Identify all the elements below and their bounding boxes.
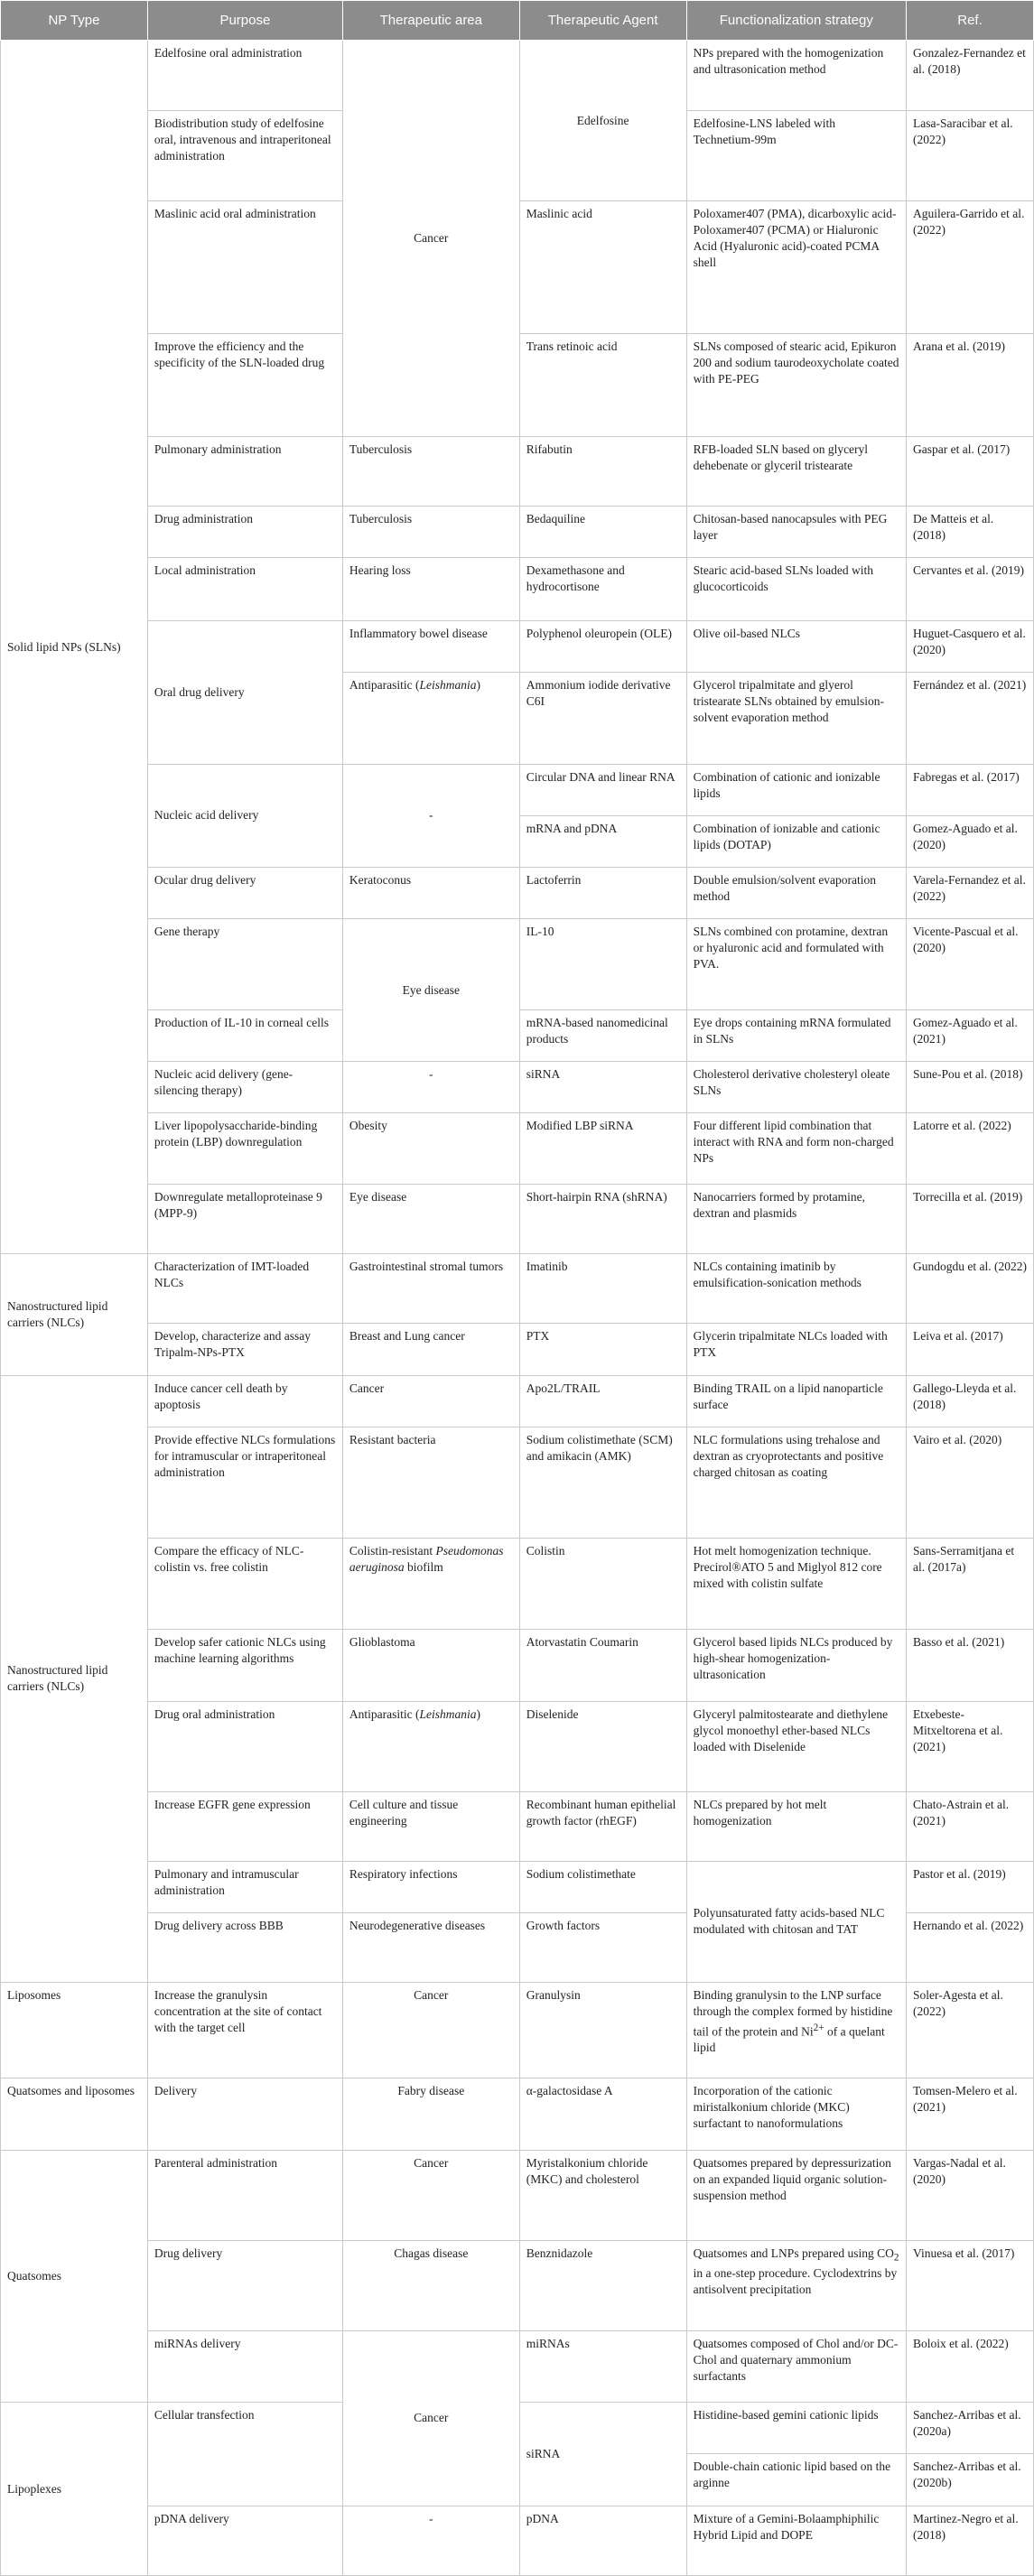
agent-cell: Lactoferrin [519, 868, 686, 919]
strategy-cell: Binding TRAIL on a lipid nanoparticle surface [686, 1375, 906, 1427]
strategy-cell: Mixture of a Gemini-Bolaamphiphilic Hybrid Lipid and DOPE [686, 2506, 906, 2575]
area-cell: Tuberculosis [342, 437, 519, 507]
purpose-cell: Pulmonary and intramuscular administration [147, 1861, 342, 1912]
agent-cell: Dexamethasone and hydrocortisone [519, 558, 686, 621]
purpose-cell: Maslinic acid oral administration [147, 201, 342, 333]
header-therapeutic-area: Therapeutic area [342, 1, 519, 41]
area-cell: Eye disease [342, 1185, 519, 1254]
table-row [1, 1791, 1034, 1861]
table-row [1, 1324, 1034, 1375]
strategy-cell: NLC formulations using trehalose and dextran as cryoprotectants and positive charged chitosan as coating [686, 1427, 906, 1538]
table-header-row [1, 1, 1034, 41]
ref-cell: Soler-Agesta et al. (2022) [907, 1982, 1034, 2078]
agent-cell: mRNA-based nanomedicinal products [519, 1009, 686, 1061]
strategy-cell: RFB-loaded SLN based on glyceryl dehebenate or glyceril tristearate [686, 437, 906, 507]
agent-cell: IL-10 [519, 919, 686, 1009]
purpose-cell: Cellular transfection [147, 2403, 342, 2506]
agent-cell: siRNA [519, 1061, 686, 1112]
agent-cell: Colistin [519, 1539, 686, 1630]
strategy-cell: Double-chain cationic lipid based on the arginne [686, 2454, 906, 2506]
area-cell: Neurodegenerative diseases [342, 1912, 519, 1982]
agent-cell: Rifabutin [519, 437, 686, 507]
ref-cell: Gaspar et al. (2017) [907, 437, 1034, 507]
strategy-text: in a one-step procedure. Cyclodextrins by antisolvent precipitation [693, 2266, 898, 2297]
ref-cell: Lasa-Saracibar et al. (2022) [907, 111, 1034, 201]
agent-cell: Growth factors [519, 1912, 686, 1982]
agent-cell: Recombinant human epithelial growth factor (rhEGF) [519, 1791, 686, 1861]
agent-cell: Apo2L/TRAIL [519, 1375, 686, 1427]
strategy-cell: Quatsomes prepared by depressurization on an expanded liquid organic solution-suspension method [686, 2150, 906, 2240]
ref-cell: Leiva et al. (2017) [907, 1324, 1034, 1375]
area-text-italic: Leishmania [419, 1706, 477, 1721]
agent-cell: Atorvastatin Coumarin [519, 1630, 686, 1701]
np-type-cell: Lipoplexes [1, 2403, 148, 2576]
ref-cell: Torrecilla et al. (2019) [907, 1185, 1034, 1254]
strategy-cell: Edelfosine-LNS labeled with Technetium-99m [686, 111, 906, 201]
ref-cell: Huguet-Casquero et al. (2020) [907, 620, 1034, 672]
np-type-cell: Quatsomes [1, 2150, 148, 2402]
strategy-cell: NLCs prepared by hot melt homogenization [686, 1791, 906, 1861]
agent-cell: miRNAs [519, 2330, 686, 2402]
area-text: Colistin-resistant [349, 1544, 436, 1558]
strategy-cell: Four different lipid combination that interact with RNA and form non-charged NPs [686, 1113, 906, 1185]
strategy-text: Binding granulysin to the LNP surface through the complex formed by histidine tail of the protein and Ni [693, 1987, 893, 2039]
area-text: ) [476, 1706, 480, 1721]
area-cell: - [342, 1061, 519, 1112]
purpose-cell: Induce cancer cell death by apoptosis [147, 1375, 342, 1427]
purpose-cell: Compare the efficacy of NLC-colistin vs. free colistin [147, 1539, 342, 1630]
area-cell: Fabry disease [342, 2078, 519, 2150]
purpose-cell: Develop, characterize and assay Tripalm-NPs-PTX [147, 1324, 342, 1375]
area-cell: Breast and Lung cancer [342, 1324, 519, 1375]
area-cell: Resistant bacteria [342, 1427, 519, 1538]
strategy-cell: NPs prepared with the homogenization and ultrasonication method [686, 41, 906, 111]
strategy-cell: Nanocarriers formed by protamine, dextran and plasmids [686, 1185, 906, 1254]
ref-cell: De Matteis et al. (2018) [907, 507, 1034, 558]
area-cell: Eye disease [342, 919, 519, 1061]
ref-cell: Arana et al. (2019) [907, 333, 1034, 437]
strategy-cell: Cholesterol derivative cholesteryl oleate SLNs [686, 1061, 906, 1112]
ref-cell: Pastor et al. (2019) [907, 1861, 1034, 1912]
strategy-cell [686, 1539, 906, 1630]
area-cell: - [342, 764, 519, 868]
purpose-cell: Nucleic acid delivery [147, 764, 342, 868]
ref-cell: Hernando et al. (2022) [907, 1912, 1034, 1982]
purpose-cell: Improve the efficiency and the specificity of the SLN-loaded drug [147, 333, 342, 437]
ref-cell: Vinuesa et al. (2017) [907, 2240, 1034, 2330]
area-cell: Cancer [342, 2150, 519, 2240]
ref-cell: Etxebeste-Mitxeltorena et al. (2021) [907, 1701, 1034, 1791]
table-row [1, 1375, 1034, 1427]
purpose-cell: pDNA delivery [147, 2506, 342, 2575]
strategy-cell: SLNs combined con protamine, dextran or hyaluronic acid and formulated with PVA. [686, 919, 906, 1009]
ref-cell: Gundogdu et al. (2022) [907, 1254, 1034, 1324]
table-row [1, 558, 1034, 621]
area-cell: - [342, 2506, 519, 2575]
agent-cell: siRNA [519, 2403, 686, 2506]
strategy-cell: Glyceryl palmitostearate and diethylene glycol monoethyl ether-based NLCs loaded with Diselenide [686, 1701, 906, 1791]
purpose-cell: miRNAs delivery [147, 2330, 342, 2402]
strategy-text: Hot melt homogenization technique. Precirol®ATO 5 and Miglyol 812 core mixed with colistin sulfate [693, 1544, 882, 1591]
purpose-cell: Drug oral administration [147, 1701, 342, 1791]
table-row [1, 507, 1034, 558]
strategy-cell: Polyunsaturated fatty acids-based NLC modulated with chitosan and TAT [686, 1861, 906, 1982]
agent-cell: PTX [519, 1324, 686, 1375]
strategy-cell: Glycerin tripalmitate NLCs loaded with PTX [686, 1324, 906, 1375]
strategy-cell: Chitosan-based nanocapsules with PEG layer [686, 507, 906, 558]
area-cell: Cancer [342, 41, 519, 437]
ref-cell: Aguilera-Garrido et al. (2022) [907, 201, 1034, 333]
purpose-cell: Drug administration [147, 507, 342, 558]
strategy-cell: Glycerol based lipids NLCs produced by high-shear homogenization-ultrasonication [686, 1630, 906, 1701]
agent-cell: Benznidazole [519, 2240, 686, 2330]
area-text: ) [476, 678, 480, 693]
purpose-cell: Gene therapy [147, 919, 342, 1009]
purpose-cell: Edelfosine oral administration [147, 41, 342, 111]
purpose-cell: Oral drug delivery [147, 620, 342, 764]
table-row [1, 919, 1034, 1009]
table-row [1, 1113, 1034, 1185]
area-text: biofilm [404, 1560, 443, 1575]
area-cell: Tuberculosis [342, 507, 519, 558]
table-row [1, 2506, 1034, 2575]
header-np-type: NP Type [1, 1, 148, 41]
strategy-cell: Eye drops containing mRNA formulated in SLNs [686, 1009, 906, 1061]
area-cell [342, 1701, 519, 1791]
strategy-subscript: 2 [893, 2252, 899, 2264]
table-row [1, 1254, 1034, 1324]
agent-cell: Myristalkonium chloride (MKC) and cholesterol [519, 2150, 686, 2240]
strategy-cell: Combination of ionizable and cationic lipids (DOTAP) [686, 815, 906, 867]
ref-cell: Gallego-Lleyda et al. (2018) [907, 1375, 1034, 1427]
table-row [1, 1982, 1034, 2078]
purpose-cell: Liver lipopolysaccharide-binding protein (LBP) downregulation [147, 1113, 342, 1185]
agent-cell: Trans retinoic acid [519, 333, 686, 437]
purpose-cell: Drug delivery [147, 2240, 342, 2330]
ref-cell: Tomsen-Melero et al. (2021) [907, 2078, 1034, 2150]
strategy-cell: NLCs containing imatinib by emulsification-sonication methods [686, 1254, 906, 1324]
strategy-cell [686, 1982, 906, 2078]
agent-cell: Short-hairpin RNA (shRNA) [519, 1185, 686, 1254]
agent-cell: Modified LBP siRNA [519, 1113, 686, 1185]
area-cell: Inflammatory bowel disease [342, 620, 519, 672]
ref-cell: Sanchez-Arribas et al. (2020a) [907, 2403, 1034, 2454]
table-row [1, 2240, 1034, 2330]
area-cell: Obesity [342, 1113, 519, 1185]
np-type-cell: Quatsomes and liposomes [1, 2078, 148, 2150]
table-row [1, 1630, 1034, 1701]
strategy-cell: Combination of cationic and ionizable lipids [686, 764, 906, 815]
table-row [1, 764, 1034, 815]
area-cell [342, 1539, 519, 1630]
ref-cell: Martinez-Negro et al. (2018) [907, 2506, 1034, 2575]
table-row [1, 2330, 1034, 2402]
ref-cell: Sune-Pou et al. (2018) [907, 1061, 1034, 1112]
strategy-cell: Glycerol tripalmitate and glyerol tristearate SLNs obtained by emulsion-solvent evaporation method [686, 673, 906, 764]
ref-cell: Boloix et al. (2022) [907, 2330, 1034, 2402]
agent-cell: Sodium colistimethate (SCM) and amikacin (AMK) [519, 1427, 686, 1538]
ref-cell: Fernández et al. (2021) [907, 673, 1034, 764]
agent-cell: Maslinic acid [519, 201, 686, 333]
purpose-cell: Increase EGFR gene expression [147, 1791, 342, 1861]
table-row [1, 1701, 1034, 1791]
strategy-superscript: 2+ [813, 2022, 824, 2033]
area-cell: Glioblastoma [342, 1630, 519, 1701]
area-cell: Chagas disease [342, 2240, 519, 2330]
purpose-cell: Delivery [147, 2078, 342, 2150]
area-text: Antiparasitic ( [349, 1706, 420, 1721]
strategy-cell: Double emulsion/solvent evaporation method [686, 868, 906, 919]
strategy-cell: Histidine-based gemini cationic lipids [686, 2403, 906, 2454]
np-type-cell: Nanostructured lipid carriers (NLCs) [1, 1254, 148, 1375]
strategy-cell: Incorporation of the cationic miristalkonium chloride (MKC) surfactant to nanoformulations [686, 2078, 906, 2150]
ref-cell: Vicente-Pascual et al. (2020) [907, 919, 1034, 1009]
ref-cell: Sans-Serramitjana et al. (2017a) [907, 1539, 1034, 1630]
table-row [1, 2150, 1034, 2240]
purpose-cell: Local administration [147, 558, 342, 621]
strategy-cell: Quatsomes composed of Chol and/or DC-Chol and quaternary ammonium surfactants [686, 2330, 906, 2402]
table-row [1, 437, 1034, 507]
np-type-cell: Solid lipid NPs (SLNs) [1, 41, 148, 1254]
table-row [1, 1539, 1034, 1630]
strategy-cell [686, 2240, 906, 2330]
agent-cell: Circular DNA and linear RNA [519, 764, 686, 815]
purpose-cell: Production of IL-10 in corneal cells [147, 1009, 342, 1061]
table-row [1, 1061, 1034, 1112]
np-type-cell: Liposomes [1, 1982, 148, 2078]
purpose-cell: Parenteral administration [147, 2150, 342, 2240]
area-text: Antiparasitic ( [349, 678, 420, 693]
table-row [1, 1427, 1034, 1538]
area-cell: Gastrointestinal stromal tumors [342, 1254, 519, 1324]
np-type-cell: Nanostructured lipid carriers (NLCs) [1, 1375, 148, 1982]
table-row [1, 620, 1034, 672]
purpose-cell: Drug delivery across BBB [147, 1912, 342, 1982]
agent-cell: pDNA [519, 2506, 686, 2575]
header-purpose: Purpose [147, 1, 342, 41]
ref-cell: Gonzalez-Fernandez et al. (2018) [907, 41, 1034, 111]
agent-cell: Imatinib [519, 1254, 686, 1324]
area-cell: Cancer [342, 1982, 519, 2078]
strategy-text: Quatsomes and LNPs prepared using CO [693, 2246, 894, 2260]
ref-cell: Gomez-Aguado et al. (2020) [907, 815, 1034, 867]
agent-cell: Bedaquiline [519, 507, 686, 558]
strategy-text: of a quelant lipid [693, 2024, 885, 2055]
table-row [1, 1185, 1034, 1254]
strategy-cell: Olive oil-based NLCs [686, 620, 906, 672]
ref-cell: Vargas-Nadal et al. (2020) [907, 2150, 1034, 2240]
table-row [1, 41, 1034, 111]
ref-cell: Fabregas et al. (2017) [907, 764, 1034, 815]
table-row [1, 2078, 1034, 2150]
area-cell: Keratoconus [342, 868, 519, 919]
ref-cell: Varela-Fernandez et al. (2022) [907, 868, 1034, 919]
header-therapeutic-agent: Therapeutic Agent [519, 1, 686, 41]
ref-cell: Latorre et al. (2022) [907, 1113, 1034, 1185]
area-cell: Respiratory infections [342, 1861, 519, 1912]
area-text-italic: Leishmania [419, 678, 477, 693]
strategy-cell: Stearic acid-based SLNs loaded with glucocorticoids [686, 558, 906, 621]
agent-cell: α-galactosidase A [519, 2078, 686, 2150]
ref-cell: Gomez-Aguado et al. (2021) [907, 1009, 1034, 1061]
strategy-cell: SLNs composed of stearic acid, Epikuron 200 and sodium taurodeoxycholate coated with PE-PEG [686, 333, 906, 437]
purpose-cell: Characterization of IMT-loaded NLCs [147, 1254, 342, 1324]
agent-cell: Diselenide [519, 1701, 686, 1791]
agent-cell: Polyphenol oleuropein (OLE) [519, 620, 686, 672]
table-row [1, 1861, 1034, 1912]
strategy-cell: Poloxamer407 (PMA), dicarboxylic acid-Poloxamer407 (PCMA) or Hialuronic Acid (Hyaluronic acid)-coated PCMA shell [686, 201, 906, 333]
area-cell [342, 673, 519, 764]
area-cell: Hearing loss [342, 558, 519, 621]
ref-cell: Basso et al. (2021) [907, 1630, 1034, 1701]
header-ref: Ref. [907, 1, 1034, 41]
purpose-cell: Develop safer cationic NLCs using machine learning algorithms [147, 1630, 342, 1701]
agent-cell: Ammonium iodide derivative C6I [519, 673, 686, 764]
purpose-cell: Increase the granulysin concentration at the site of contact with the target cell [147, 1982, 342, 2078]
agent-cell: Granulysin [519, 1982, 686, 2078]
purpose-cell: Pulmonary administration [147, 437, 342, 507]
ref-cell: Cervantes et al. (2019) [907, 558, 1034, 621]
agent-cell: Edelfosine [519, 41, 686, 201]
purpose-cell: Nucleic acid delivery (gene-silencing therapy) [147, 1061, 342, 1112]
purpose-cell: Ocular drug delivery [147, 868, 342, 919]
area-cell: Cancer [342, 2330, 519, 2506]
purpose-cell: Provide effective NLCs formulations for intramuscular or intraperitoneal administration [147, 1427, 342, 1538]
ref-cell: Vairo et al. (2020) [907, 1427, 1034, 1538]
table-row [1, 868, 1034, 919]
agent-cell: mRNA and pDNA [519, 815, 686, 867]
area-text-italic: Pseudomonas aeruginosa [349, 1544, 504, 1575]
purpose-cell: Biodistribution study of edelfosine oral, intravenous and intraperitoneal administration [147, 111, 342, 201]
purpose-cell: Downregulate metalloproteinase 9 (MPP-9) [147, 1185, 342, 1254]
area-cell: Cell culture and tissue engineering [342, 1791, 519, 1861]
area-cell: Cancer [342, 1375, 519, 1427]
agent-cell: Sodium colistimethate [519, 1861, 686, 1912]
ref-cell: Sanchez-Arribas et al. (2020b) [907, 2454, 1034, 2506]
header-functionalization-strategy: Functionalization strategy [686, 1, 906, 41]
ref-cell: Chato-Astrain et al. (2021) [907, 1791, 1034, 1861]
